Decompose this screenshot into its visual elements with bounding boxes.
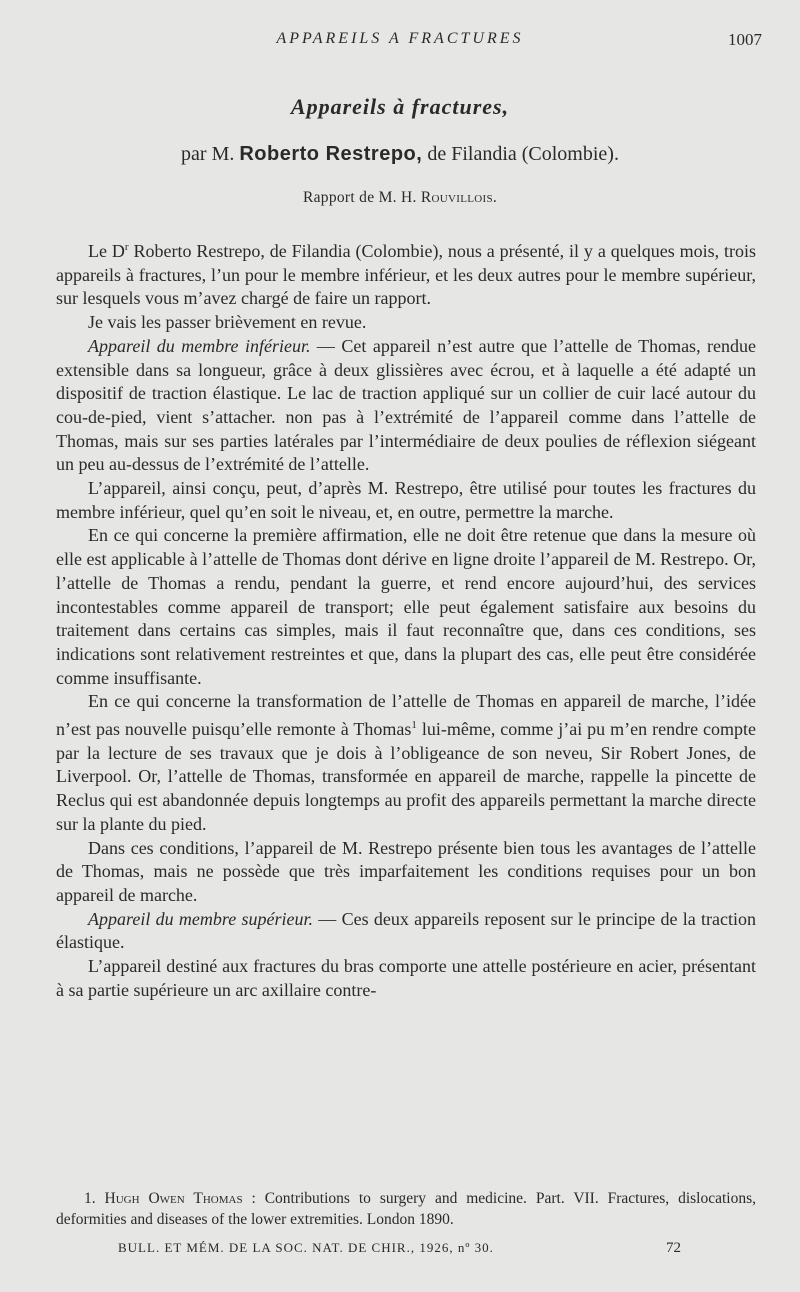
article-body <box>56 236 756 1003</box>
page-number: 1007 <box>728 30 762 49</box>
byline-suffix: de Filandia (Colombie). <box>427 143 619 165</box>
paragraph-3 <box>56 335 756 477</box>
paragraph-8-text: — Ces deux appareils reposent sur le principe de la traction élastique. <box>56 908 756 953</box>
paragraph-3-heading: Appareil du membre inférieur. <box>88 335 311 356</box>
footnote-text: : Contributions to surgery and medicine. Part. VII. Fractures, dislocations, deformities and diseases of the lower extremities. London 1890. <box>56 1190 757 1228</box>
paragraph-9: L’appareil destiné aux fractures du bras comporte une attelle postérieure en acier, présentant à sa partie supérieure un arc axillaire contre- <box>56 956 756 1000</box>
paragraph-1 <box>56 236 756 311</box>
footnote-number: 1. <box>84 1190 96 1207</box>
byline <box>0 143 800 166</box>
report-name: Rouvillois. <box>420 189 498 206</box>
article-title: Appareils à fractures, <box>290 94 510 119</box>
paragraph-2: Je vais les passer brièvement en revue. <box>88 312 367 333</box>
paragraph-1-sup: r <box>124 241 129 253</box>
paragraph-8-heading: Appareil du membre supérieur. <box>88 908 313 929</box>
report-line <box>0 189 800 207</box>
footnote-ref: 1 <box>411 719 417 732</box>
paragraph-6 <box>56 690 756 836</box>
paragraph-6-a: En ce qui concerne la transformation de l’attelle de Thomas en appareil de marche, l’idée n’est pas nouvelle puisqu’elle remonte à Thomas <box>56 691 756 740</box>
paragraph-3-text: — Cet appareil n’est autre que l’attelle de Thomas, rendue extensible dans sa longueur, grâce à deux glissières avec écrou, et à laquelle a été adapté un dispositif de traction élastique. Le lac de traction appliqué sur un collier de cuir lacé autour du cou-de-pied, vient s’attacher. non pas à l’extrémité de l’appareil comme dans l’attelle de Thomas, mais sur ses parties latérales par l’intermédiaire de deux poulies de réflexion siégeant un peu au-dessus de l’extrémité de l’attelle. <box>56 335 756 475</box>
paragraph-5: En ce qui concerne la première affirmation, elle ne doit être retenue que dans la mesure où elle est applicable à l’attelle de Thomas dont dérive en ligne droite l’appareil de M. Restrepo. Or, l’attelle de Thomas a rendu, pendant la guerre, et rend encore aujourd’hui, des services incontestables comme appareil de transport; elle peut également satisfaire aux besoins du traitement dans certains cas simples, mais il faut reconnaître que, dans ces conditions, ses indications sont relativement restreintes et que, dans la plupart des cas, elle peut être considérée comme insuffisante. <box>56 525 756 688</box>
footer-sheet-number: 72 <box>666 1240 681 1256</box>
paragraph-1-b: Roberto Restrepo, de Filandia (Colombie), nous a présenté, il y a quelques mois, trois appareils à fractures, l’un pour le membre inférieur, et les deux autres pour le membre supérieur, sur lesquels vous m’avez chargé de faire un rapport. <box>56 241 757 309</box>
byline-prefix: par M. <box>181 143 235 165</box>
footnote-author: Hugh Owen Thomas <box>104 1190 243 1207</box>
paragraph-4: L’appareil, ainsi conçu, peut, d’après M. Restrepo, être utilisé pour toutes les fractures du membre inférieur, quel qu’en soit le niveau, et, en outre, permettre la marche. <box>56 478 756 522</box>
paragraph-8 <box>56 908 756 955</box>
footer-citation: BULL. ET MÉM. DE LA SOC. NAT. DE CHIR., 1926, nº 30. <box>118 1240 494 1255</box>
report-prefix: Rapport de M. H. <box>302 189 417 206</box>
running-head: APPAREILS A FRACTURES <box>276 30 524 47</box>
paragraph-7: Dans ces conditions, l’appareil de M. Restrepo présente bien tous les avantages de l’attelle de Thomas, mais ne possède que très imparfaitement les conditions requises pour un bon appareil de marche. <box>56 837 756 905</box>
paragraph-6-b: lui-même, comme j’ai pu m’en rendre compte par la lecture de ses travaux que je dois à l’obligeance de son neveu, Sir Robert Jones, de Liverpool. Or, l’attelle de Thomas, transformée en appareil de marche, rappelle la pincette de Reclus qui est abandonnée depuis longtemps au profit des appareils permettant la marche directe sur la plante du pied. <box>56 719 757 834</box>
byline-author: Roberto Restrepo, <box>239 143 423 165</box>
footnote <box>56 1188 756 1230</box>
paragraph-1-a: Le D <box>88 241 125 261</box>
